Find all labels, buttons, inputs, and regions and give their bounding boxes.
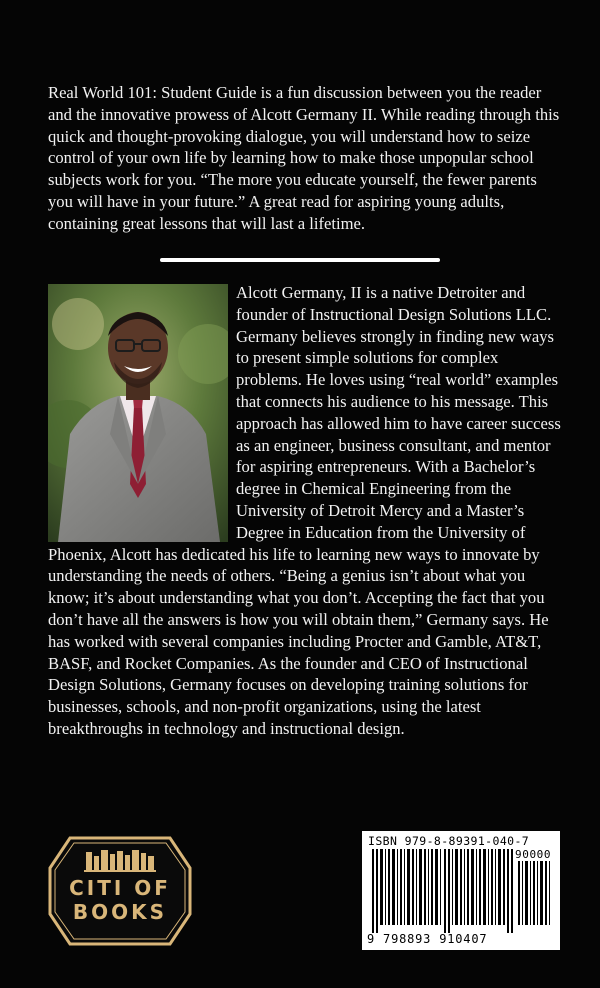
logo-text-line2: BOOKS — [72, 900, 168, 924]
publisher-logo — [48, 834, 192, 948]
photo-float-spacer — [48, 282, 236, 542]
divider-rule — [160, 258, 440, 262]
author-bio-block — [48, 282, 564, 740]
author-bio: Alcott Germany, II is a native Detroiter and founder of Instructional Design Solutions LLC. Germany believes strongly in finding new ways to present simple solutions for complex problems. He loves using “real world” examples that connects his audience to his message. This approach has allowed him to have career success as an engineer, business consultant, and mentor for aspiring entrepreneurs. With a Bachelor’s degree in Chemical Engineering from the University of Detroit Mercy and a Master’s Degree in Education from the University of Phoenix, Alcott has dedicated his life to learning new ways to innovate by understanding the needs of others. “Being a genius isn’t about what you know; it’s about understanding what you don’t. Accepting the fact that you don’t have all the answers is how you will obtain them,” Germany says. He has worked with several companies including Procter and Gamble, AT&T, BASF, and Rocket Companies. As the founder and CEO of Instructional Design Solutions, Germany focuses on developing training solutions for businesses, schools, and non-profit organizations, using the latest breakthroughs in technology and instructional design. — [48, 283, 561, 738]
isbn-label: ISBN 979-8-89391-040-7 — [368, 834, 530, 848]
price-code: 90000 — [515, 848, 552, 861]
ean-digits: 9 798893 910407 — [367, 932, 488, 946]
logo-text-line1: CITI OF — [69, 876, 171, 900]
back-cover-blurb: Real World 101: Student Guide is a fun discussion between you the reader and the innovative prowess of Alcott Germany II. While reading through this quick and thought-provoking dialogue, you will understand how to seize control of your own life by learning how to make those unpopular school subjects work for you. “The more you educate yourself, the fewer parents you will have in your future.” A great read for aspiring young adults, containing great lessons that will last a lifetime. — [48, 83, 560, 233]
isbn-barcode — [362, 831, 560, 950]
